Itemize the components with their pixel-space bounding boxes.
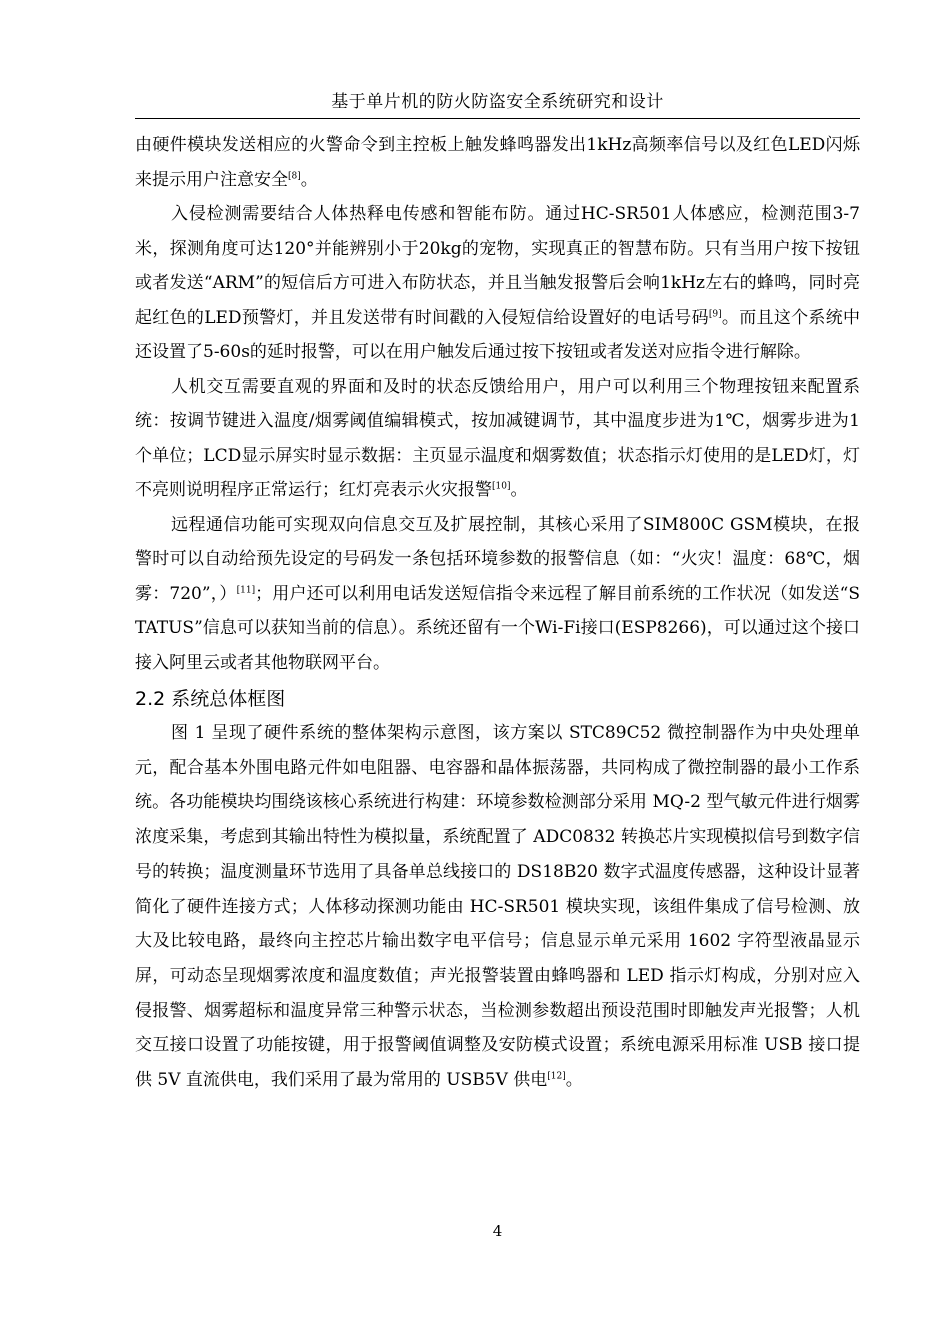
paragraph-tail: 。 — [300, 169, 318, 190]
paragraph-text: 由硬件模块发送相应的火警命令到主控板上触发蜂鸣器发出1kHz高频率信号以及红色LED闪烁来提示用户注意安全 — [135, 135, 860, 190]
paragraph-tail: 。而且这个系统中还设置了5-60s的延时报警，可以在用户触发后通过按下按钮或者发送对应指令进行解除。 — [135, 307, 861, 362]
paragraph-text: 图 1 呈现了硬件系统的整体架构示意图，该方案以 STC89C52 微控制器作为中央处理单元，配合基本外围电路元件如电阻器、电容器和晶体振荡器，共同构成了微控制器的最小工作系统。各功能模块均围绕该核心系统进行构建：环境参数检测部分采用 MQ-2 型气敏元件进行烟雾浓度采集，考虑到其输出特性为模拟量，系统配置了 ADC0832 转换芯片实现模拟信号到数字信号的转换；温度测量环节选用了具备单总线接口的 DS18B20 数字式温度传感器，这种设计显著简化了硬件连接方式；人体移动探测功能由 HC-SR501 模块实现，该组件集成了信号检测、放大及比较电路，最终向主控芯片输出数字电平信号；信息显示单元采用 1602 字符型液晶显示屏，可动态呈现烟雾浓度和温度数值；声光报警装置由蜂鸣器和 LED 指示灯构成，分别对应入侵报警、烟雾超标和温度异常三种警示状态，当检测参数超出预设范围时即触发声光报警；人机交互接口设置了功能按键，用于报警阈值调整及安防模式设置；系统电源采用标准 USB 接口提供 5V 直流供电，我们采用了最为常用的 USB5V 供电 — [135, 723, 860, 1091]
paragraph-fire-alarm — [135, 128, 860, 197]
paragraph-text: 入侵检测需要结合人体热释电传感和智能布防。通过HC-SR501人体感应，检测范围3-7米，探测角度可达120°并能辨别小于20kg的宠物，实现真正的智慧布防。只有当用户按下按钮或者发送“ARM”的短信后方可进入布防状态，并且当触发报警后会响1kHz左右的蜂鸣，同时亮起红色的LED预警灯，并且发送带有时间戳的入侵短信给设置好的电话号码 — [135, 204, 860, 328]
citation-ref: [12] — [547, 1071, 566, 1082]
paragraph-text: 人机交互需要直观的界面和及时的状态反馈给用户，用户可以利用三个物理按钮来配置系统：按调节键进入温度/烟雾阈值编辑模式，按加减键调节，其中温度步进为1℃，烟雾步进为1个单位；LCD显示屏实时显示数据：主页显示温度和烟雾数值；状态指示灯使用的是LED灯，灯不亮则说明程序正常运行；红灯亮表示火灾报警 — [135, 376, 860, 500]
paragraph-tail: 。 — [565, 1070, 583, 1091]
paragraph-tail: ；用户还可以利用电话发送短信指令来远程了解目前系统的工作状况（如发送“STATUS”信息可以获知当前的信息）。系统还留有一个Wi-Fi接口(ESP8266)，可以通过这个接口接入阿里云或者其他物联网平台。 — [135, 583, 860, 673]
citation-ref: [11] — [236, 584, 256, 595]
paragraph-text: 远程通信功能可实现双向信息交互及扩展控制，其核心采用了SIM800C GSM模块，在报警时可以自动给预先设定的号码发一条包括环境参数的报警信息（如：“火灾！温度：68℃，烟雾：720”，） — [135, 514, 860, 604]
section-heading: 2.2 系统总体框图 — [135, 688, 286, 710]
paragraph-system-block-diagram — [135, 716, 860, 1098]
paragraph-intrusion-detection — [135, 197, 860, 370]
citation-ref: [9] — [708, 308, 722, 319]
paragraph-tail: 。 — [510, 480, 528, 500]
page-header-title: 基于单片机的防火防盗安全系统研究和设计 — [331, 92, 664, 112]
page-number: 4 — [492, 1222, 503, 1240]
document-body — [135, 128, 860, 1098]
citation-ref: [10] — [492, 481, 511, 492]
paragraph-remote-communication — [135, 508, 860, 681]
header-divider — [135, 118, 860, 119]
paragraph-human-interaction — [135, 370, 860, 508]
citation-ref: [8] — [288, 170, 301, 181]
